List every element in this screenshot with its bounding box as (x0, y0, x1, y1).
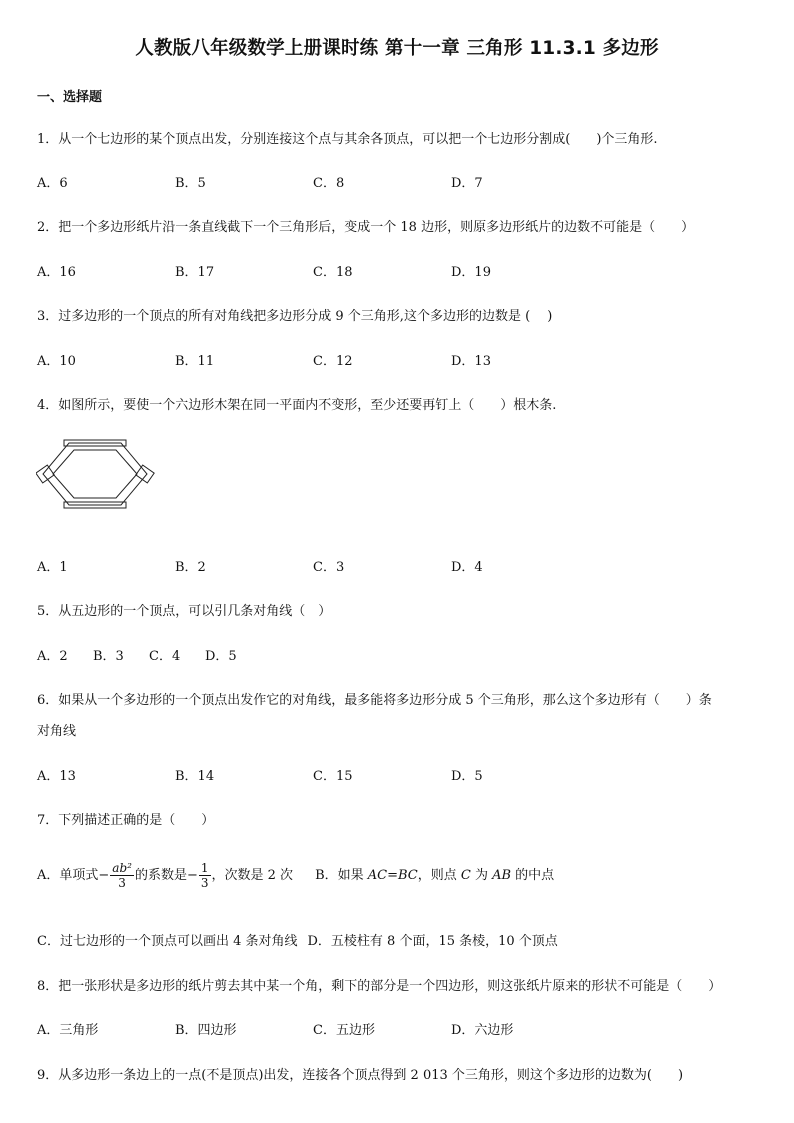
question-2-options (37, 261, 757, 281)
hexagon-inner (53, 450, 137, 498)
question-8-text: 8．把一张形状是多边形的纸片剪去其中某一个角，剩下的部分是一个四边形，则这张纸片原来的形状不可能是（ ） (37, 979, 722, 994)
option-c: C．15 (313, 769, 353, 784)
option-a: A．10 (37, 354, 76, 369)
question-5-options (37, 645, 757, 665)
section-heading: 一、选择题 (37, 90, 103, 105)
option-a-suffix: ，次数是 2 次 (211, 868, 294, 883)
question-7-text: 7．下列描述正确的是（ ） (37, 813, 215, 828)
option-b-suffix: 的中点 (511, 868, 555, 883)
option-b: B．11 (175, 354, 215, 369)
wood-strip-right (136, 465, 154, 483)
option-c: C．五边形 (313, 1023, 375, 1038)
page-title: 人教版八年级数学上册课时练 第十一章 三角形 11.3.1 多边形 (135, 38, 659, 59)
question-6-text-line1: 6．如果从一个多边形的一个顶点出发作它的对角线，最多能将多边形分成 5 个三角形，那么这个多边形有（ ）条 (37, 693, 712, 708)
option-c: C．12 (313, 354, 353, 369)
option-d: D．4 (451, 560, 483, 575)
option-c: C．8 (313, 176, 345, 191)
question-3-options (37, 350, 757, 370)
option-d: D．19 (451, 265, 491, 280)
fraction-denominator: 3 (118, 876, 126, 890)
option-a-minus: − (98, 868, 110, 883)
option-c: C．4 (149, 649, 181, 664)
question-1-options (37, 172, 757, 192)
option-b: B．5 (175, 176, 206, 191)
option-d: D．13 (451, 354, 491, 369)
question-6-options (37, 765, 757, 785)
fraction-ab2-over-3 (110, 861, 134, 890)
option-b: B．14 (175, 769, 215, 784)
option-b-equation: AC=BC (367, 868, 418, 883)
option-a: A．13 (37, 769, 76, 784)
question-6-text-line2: 对角线 (37, 724, 77, 739)
hexagon-frame-figure (36, 430, 156, 520)
question-4-text: 4．如图所示，要使一个六边形木架在同一平面内不变形，至少还要再钉上（ ）根木条. (37, 398, 557, 413)
fraction-denominator: 3 (200, 876, 209, 890)
option-a: A．三角形 (37, 1023, 99, 1038)
option-b-mid: ，则点 (417, 868, 461, 883)
option-d: D．五棱柱有 8 个面，15 条棱，10 个顶点 (307, 934, 558, 949)
option-b-segment: AB (492, 868, 512, 883)
option-b-mid2: 为 (470, 868, 493, 883)
question-9-text: 9．从多边形一条边上的一点(不是顶点)出发，连接各个顶点得到 2 013 个三角形，则这个多边形的边数为( ) (37, 1068, 684, 1083)
option-a-minus-2: − (186, 868, 198, 883)
option-c: C．18 (313, 265, 353, 280)
option-c: C．3 (313, 560, 345, 575)
option-c: C．过七边形的一个顶点可以画出 4 条对角线 (37, 934, 298, 949)
option-b: B．四边形 (175, 1023, 237, 1038)
hexagon-outer (43, 443, 147, 505)
option-a: A．6 (37, 176, 68, 191)
question-4-options (37, 556, 757, 576)
option-a-prefix: A．单项式 (37, 868, 99, 883)
question-7-options-cd (37, 930, 558, 949)
option-d: D．5 (205, 649, 237, 664)
option-d: D．7 (451, 176, 483, 191)
fraction-1-over-3 (199, 861, 211, 890)
option-b: B．17 (175, 265, 215, 280)
fraction-numerator: ab² (112, 861, 132, 875)
option-b: B．2 (175, 560, 206, 575)
fraction-numerator: 1 (200, 861, 209, 875)
option-a-mid: 的系数是 (134, 868, 187, 883)
question-2-text: 2．把一个多边形纸片沿一条直线截下一个三角形后，变成一个 18 边形，则原多边形纸片的边数不可能是（ ） (37, 220, 695, 235)
option-a: A．1 (37, 560, 68, 575)
option-b: B．3 (93, 649, 124, 664)
option-a: A．16 (37, 265, 76, 280)
wood-strip-left (36, 465, 54, 483)
question-8-options (37, 1019, 757, 1039)
question-5-text: 5．从五边形的一个顶点，可以引几条对角线（ ） (37, 604, 332, 619)
option-b-prefix: B．如果 (315, 868, 368, 883)
option-b-point: C (460, 868, 471, 883)
question-7-options-ab (37, 856, 554, 896)
option-d: D．5 (451, 769, 483, 784)
question-3-text: 3．过多边形的一个顶点的所有对角线把多边形分成 9 个三角形,这个多边形的边数是 ( ) (37, 309, 553, 324)
option-d: D．六边形 (451, 1023, 514, 1038)
question-1-text: 1．从一个七边形的某个顶点出发，分别连接这个点与其余各顶点，可以把一个七边形分割成( )个三角形. (37, 132, 658, 147)
option-a: A．2 (37, 649, 68, 664)
